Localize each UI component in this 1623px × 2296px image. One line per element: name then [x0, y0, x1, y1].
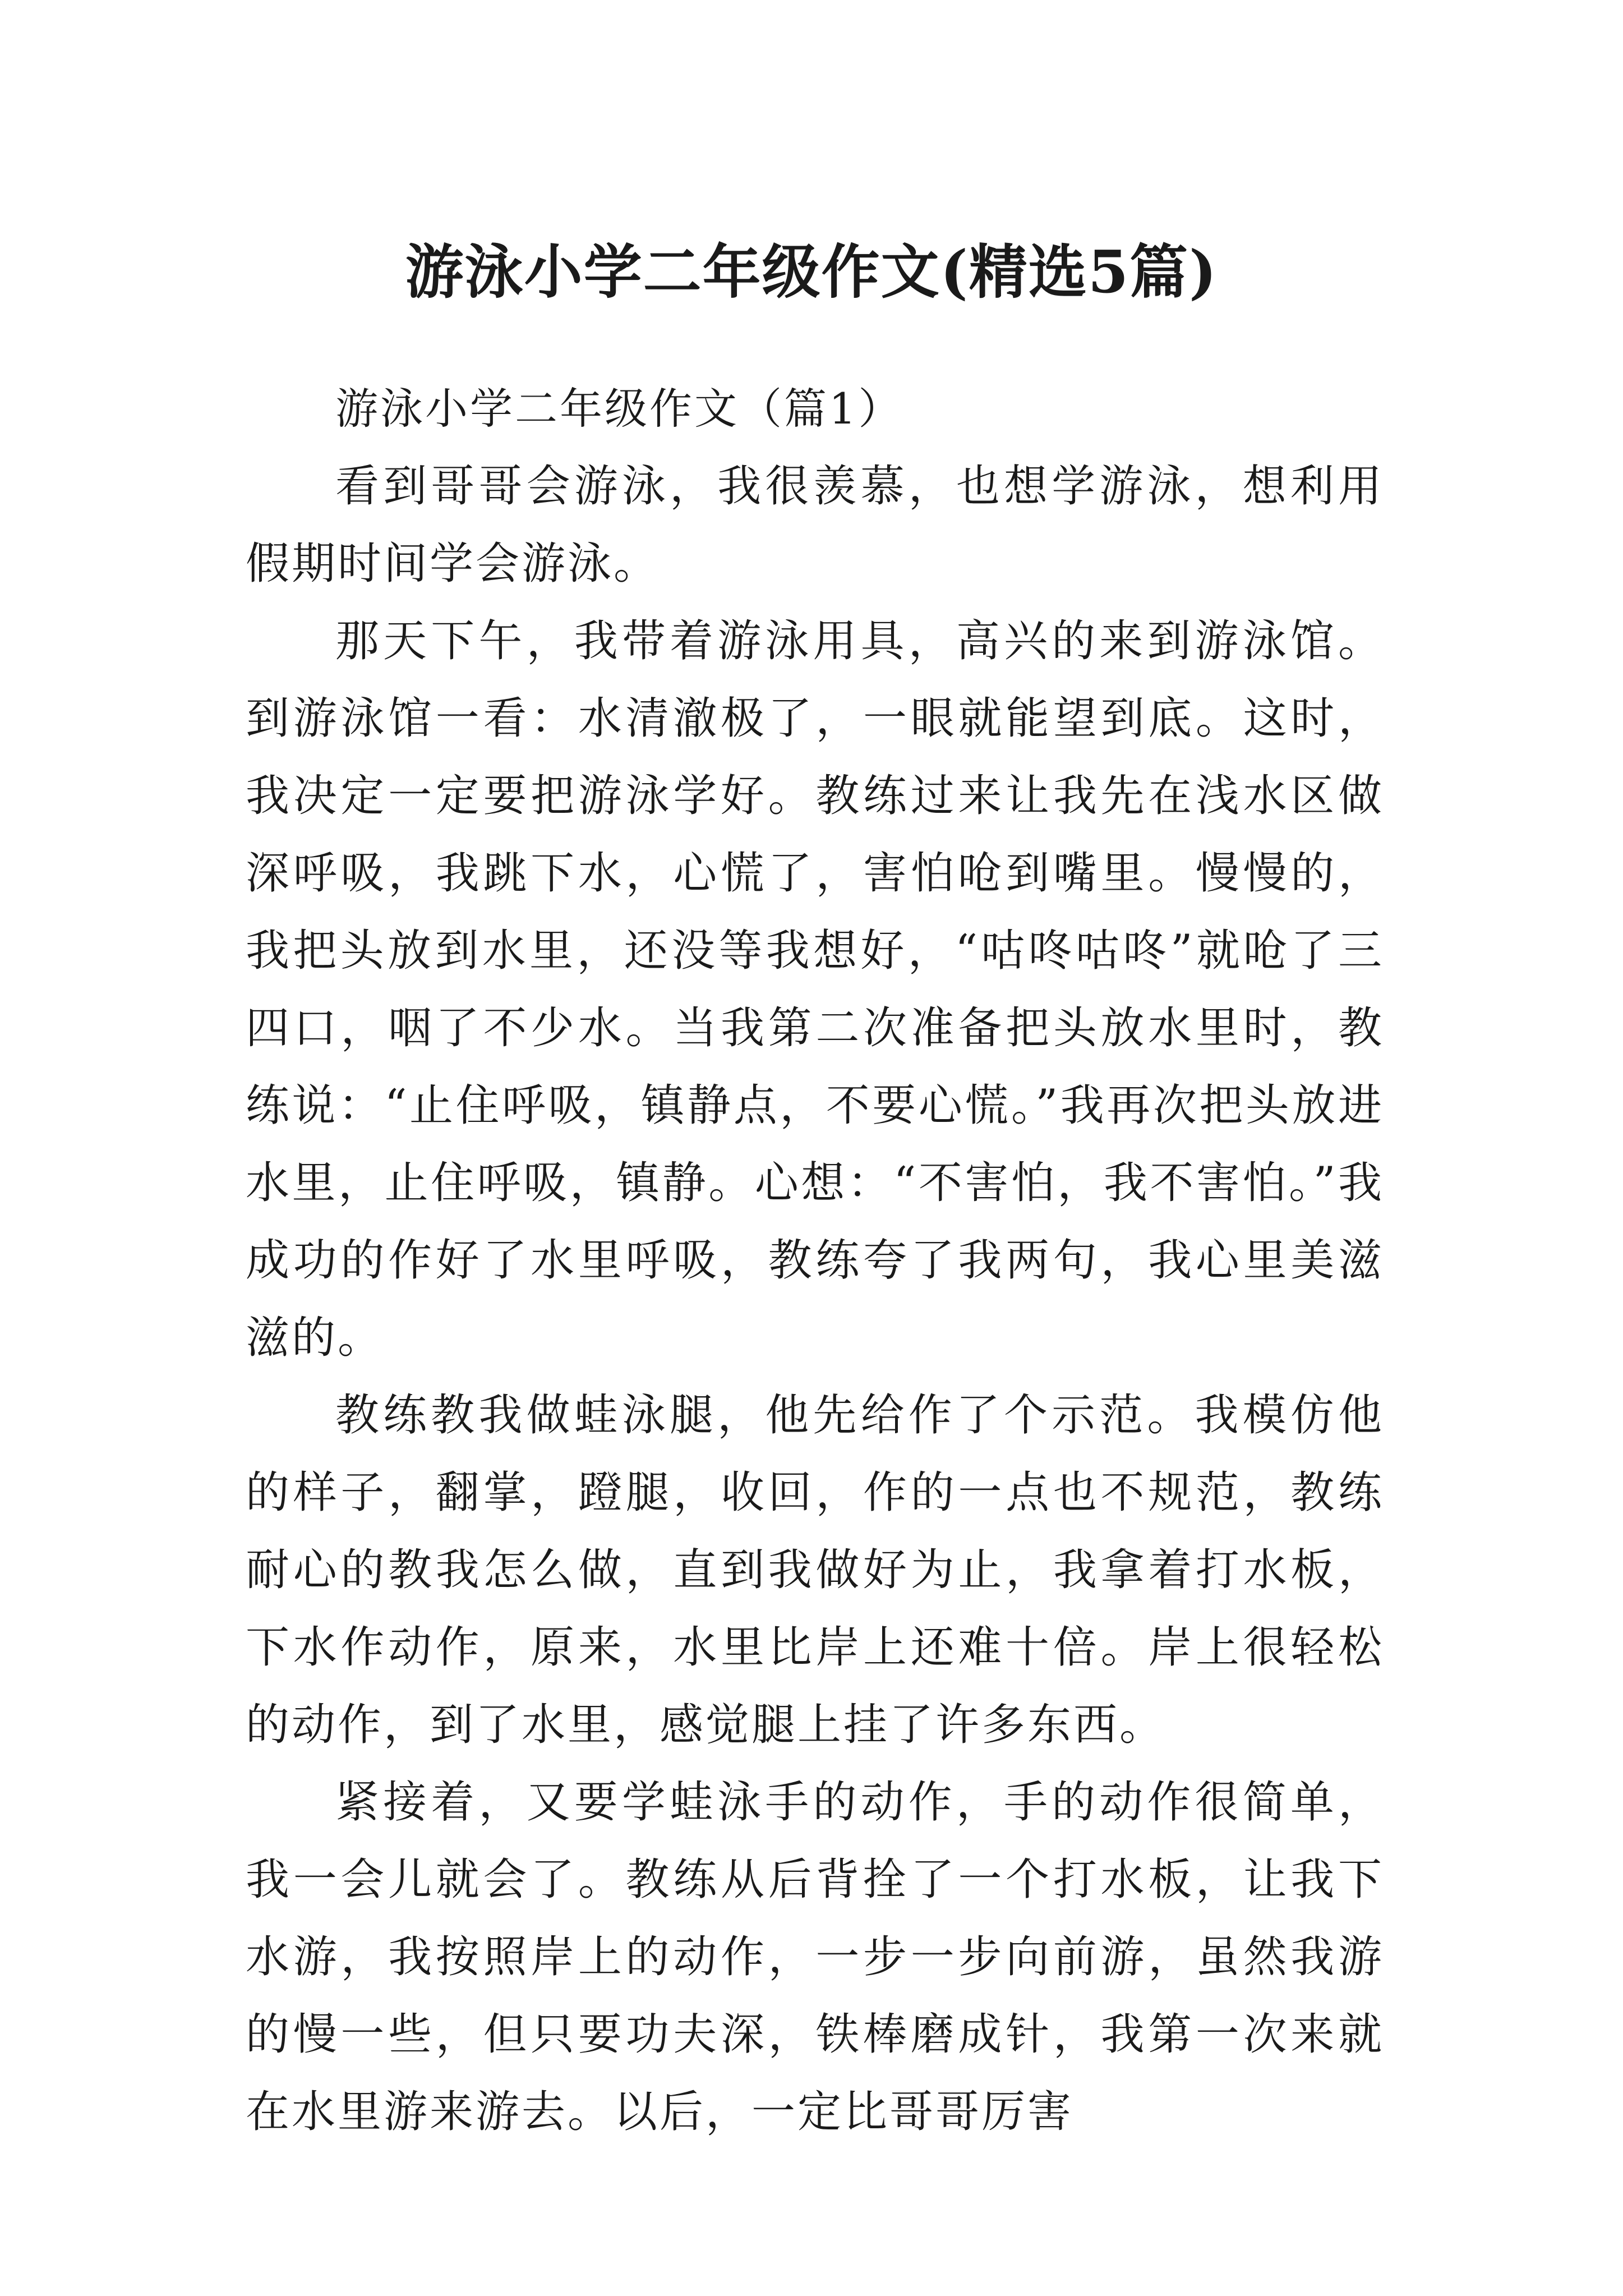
article-body — [246, 370, 1384, 2151]
section-heading: 游泳小学二年级作文（篇1） — [335, 384, 903, 434]
paragraph: 紧接着，又要学蛙泳手的动作，手的动作很简单，我一会儿就会了。教练从后背拴了一个打水板，让我下水游，我按照岸上的动作，一步一步向前游，虽然我游的慢一些，但只要功夫深，铁棒磨成针，我第一次来就在水里游来游去。以后，一定比哥哥厉害 — [246, 1777, 1384, 2137]
paragraph: 教练教我做蛙泳腿，他先给作了个示范。我模仿他的样子，翻掌，蹬腿，收回，作的一点也不规范，教练耐心的教我怎么做，直到我做好为止，我拿着打水板，下水作动作，原来，水里比岸上还难十倍。岸上很轻松的动作，到了水里，感觉腿上挂了许多东西。 — [246, 1390, 1384, 1750]
paragraph: 那天下午，我带着游泳用具，高兴的来到游泳馆。到游泳馆一看：水清澈极了，一眼就能望到底。这时，我决定一定要把游泳学好。教练过来让我先在浅水区做深呼吸，我跳下水，心慌了，害怕呛到嘴里。慢慢的，我把头放到水里，还没等我想好，“咕咚咕咚”就呛了三四口，咽了不少水。当我第二次准备把头放水里时，教练说：“止住呼吸，镇静点，不要心慌。”我再次把头放进水里，止住呼吸，镇静。心想：“不害怕，我不害怕。”我成功的作好了水里呼吸，教练夸了我两句，我心里美滋滋的。 — [246, 616, 1384, 1363]
paragraph: 看到哥哥会游泳，我很羡慕，也想学游泳，想利用假期时间学会游泳。 — [246, 461, 1384, 589]
document-title: 游泳小学二年级作文(精选5篇) — [405, 237, 1218, 306]
